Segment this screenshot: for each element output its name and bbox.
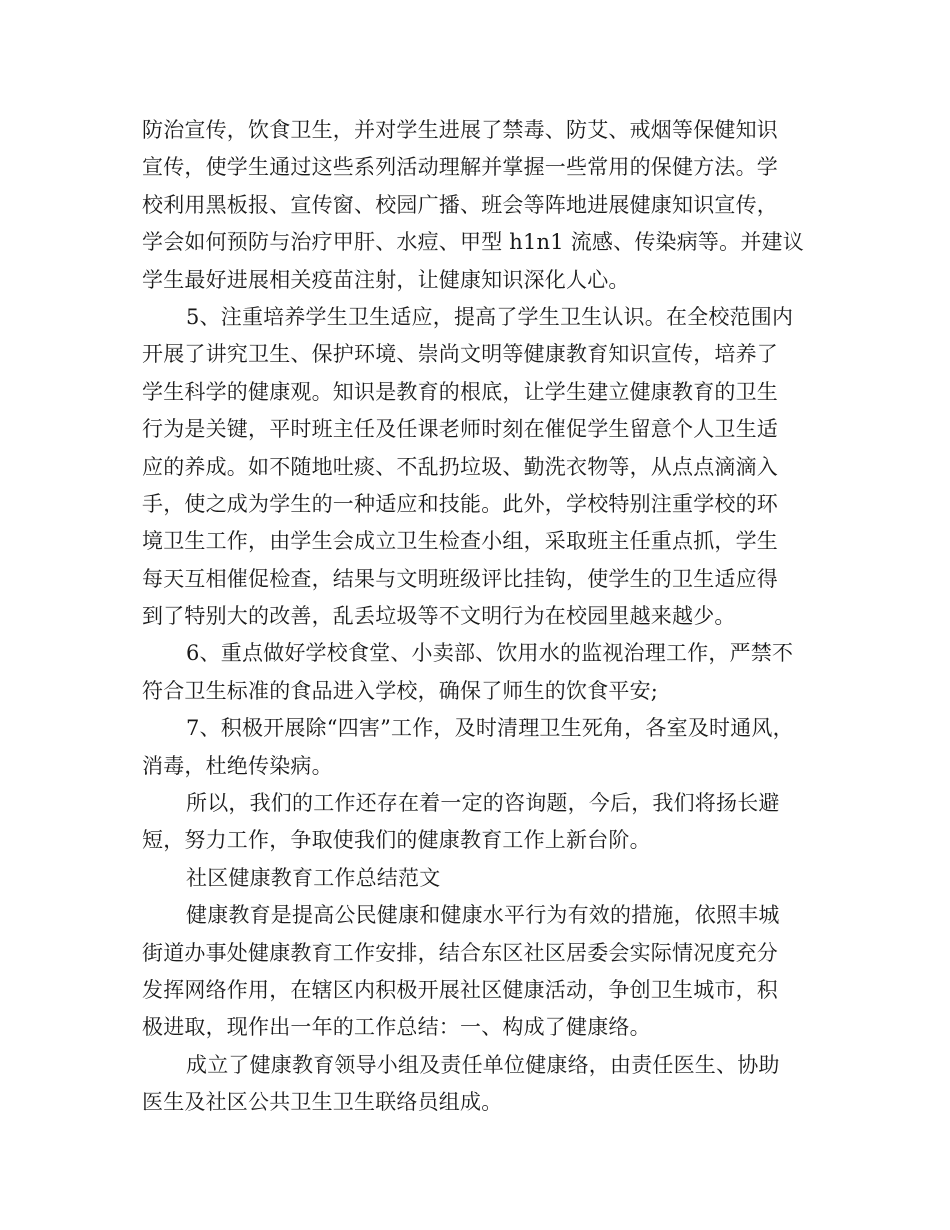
text-line: 境卫生工作，由学生会成立卫生检查小组，采取班主任重点抓，学生 [142, 529, 778, 554]
text-line: 6、重点做好学校食堂、小卖部、饮用水的监视治理工作，严禁不 [186, 641, 794, 666]
text-line: 宣传，使学生通过这些系列活动理解并掌握一些常用的保健方法。学 [142, 155, 778, 180]
text-line: 手，使之成为学生的一种适应和技能。此外，学校特别注重学校的环 [142, 491, 778, 516]
text-line: 学生最好进展相关疫苗注射，让健康知识深化人心。 [142, 267, 630, 292]
text-line: 到了特别大的改善，乱丢垃圾等不文明行为在校园里越来越少。 [142, 604, 736, 629]
document-body [142, 112, 812, 1122]
text-line: 校利用黑板报、宣传窗、校园广播、班会等阵地进展健康知识宣传， [142, 192, 778, 217]
text-line: 应的养成。如不随地吐痰、不乱扔垃圾、勤洗衣物等，从点点滴滴入 [142, 454, 778, 479]
text-line: 极进取，现作出一年的工作总结：一、构成了健康络。 [142, 1015, 651, 1040]
text-line: 行为是关键，平时班主任及任课老师时刻在催促学生留意个人卫生适 [142, 417, 778, 442]
text-line: 短，努力工作，争取使我们的健康教育工作上新台阶。 [142, 828, 651, 853]
text-line: 社区健康教育工作总结范文 [186, 865, 441, 890]
text-line: 每天互相催促检查，结果与文明班级评比挂钩，使学生的卫生适应得 [142, 566, 778, 591]
text-line: 医生及社区公共卫生卫生联络员组成。 [142, 1090, 503, 1115]
text-line: 发挥网络作用，在辖区内积极开展社区健康活动，争创卫生城市，积 [142, 977, 778, 1002]
text-line: 所以，我们的工作还存在着一定的咨询题，今后，我们将扬长避 [186, 791, 780, 816]
text-line: 消毒，杜绝传染病。 [142, 753, 333, 778]
text-line: 健康教育是提高公民健康和健康水平行为有效的措施，依照丰城 [186, 903, 780, 928]
text-line: 符合卫生标准的食品进入学校，确保了师生的饮食平安; [142, 678, 659, 703]
text-line: 开展了讲究卫生、保护环境、崇尚文明等健康教育知识宣传，培养了 [142, 342, 778, 367]
text-line: 5、注重培养学生卫生适应，提高了学生卫生认识。在全校范围内 [186, 304, 794, 329]
text-line: 成立了健康教育领导小组及责任单位健康络，由责任医生、协助 [186, 1052, 780, 1077]
text-line: 学会如何预防与治疗甲肝、水痘、甲型 h1n1 流感、传染病等。并建议 [142, 230, 804, 255]
text-line: 防治宣传，饮食卫生，并对学生进展了禁毒、防艾、戒烟等保健知识 [142, 118, 778, 142]
text-line: 7、积极开展除“四害”工作，及时清理卫生死角，各室及时通风， [186, 716, 794, 741]
text-line: 街道办事处健康教育工作安排，结合东区社区居委会实际情况度充分 [142, 940, 778, 965]
text-line: 学生科学的健康观。知识是教育的根底，让学生建立健康教育的卫生 [142, 379, 778, 404]
